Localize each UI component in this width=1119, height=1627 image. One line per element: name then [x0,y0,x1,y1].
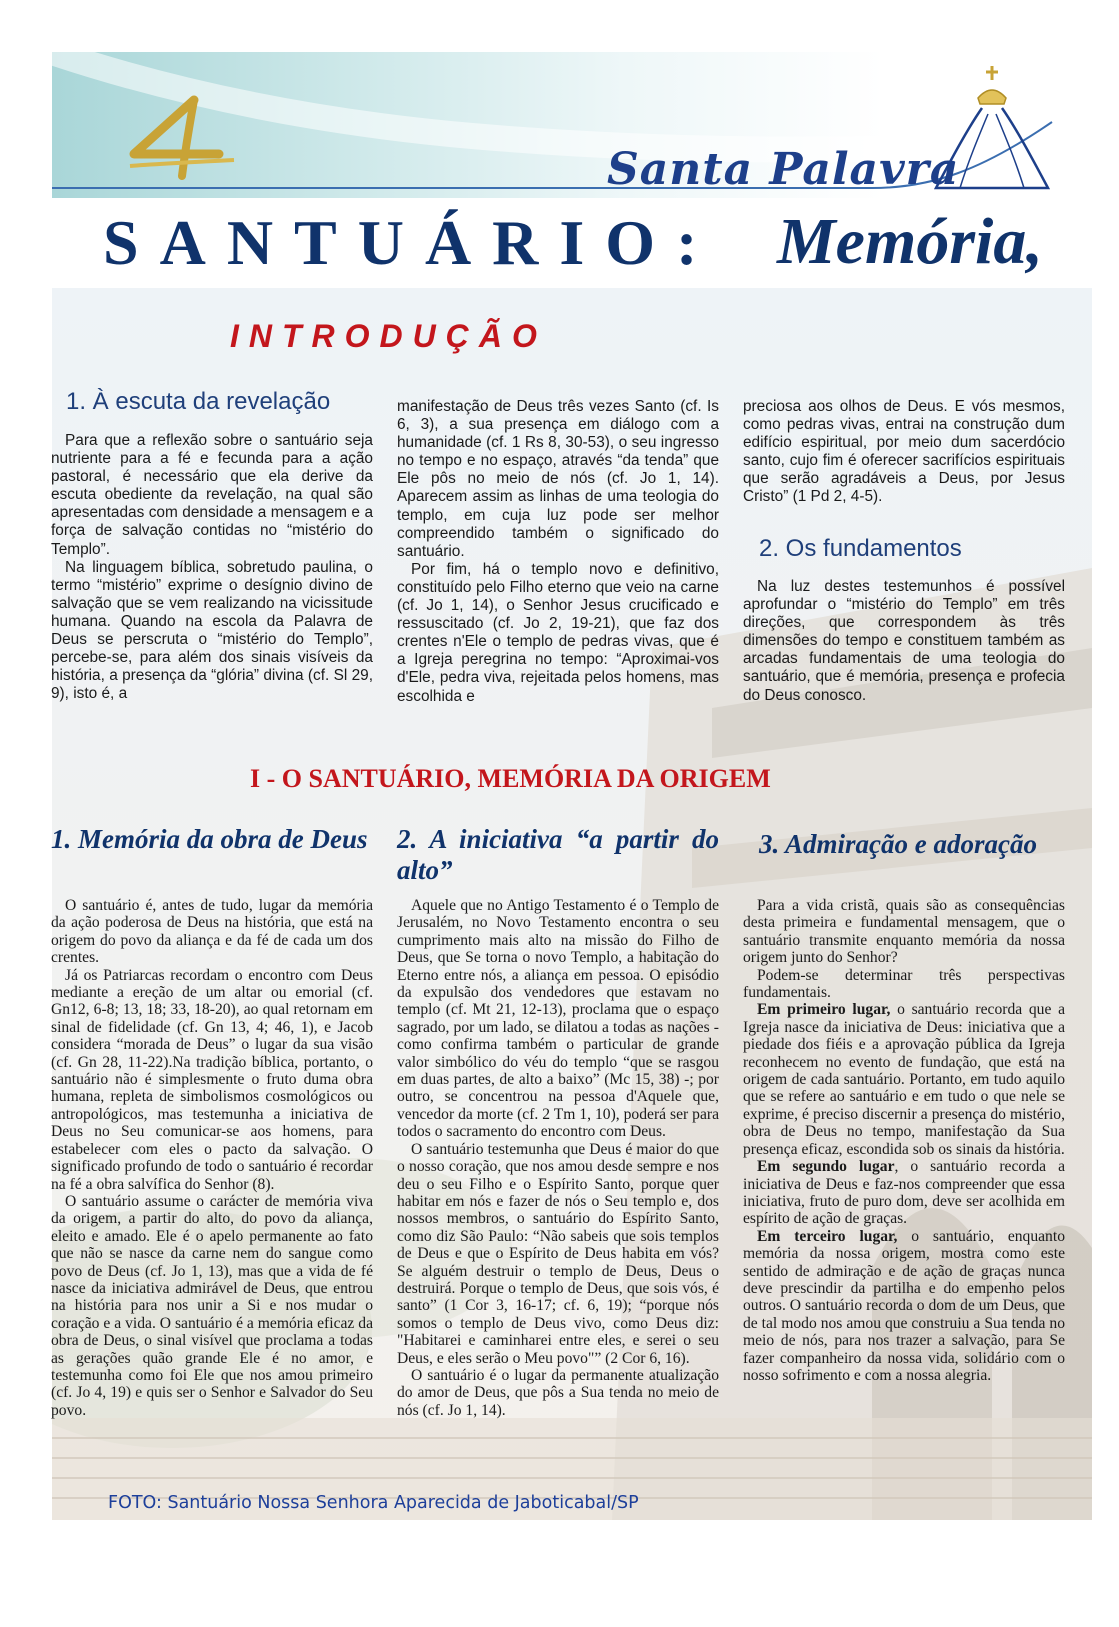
emphasis-lead: Em terceiro lugar, [757,1227,898,1245]
paragraph: Por fim, há o templo novo e definitivo, constituído pelo Filho eterno que veio na carne (cf. Jo 1, 14), o Senhor Jesus crucificado e ressuscitado (cf. Jo 2, 19-21), que faz dos crentes n'Ele o templo de pedras vivas, que é a Igreja peregrina no tempo: “Aproximai-vos d'Ele, pedra viva, rejeitada pelos homens, mas escolhida e [397,560,719,705]
intro-column-3 [743,398,1065,507]
main-title-spaced: SANTUÁRIO: [103,207,719,278]
paragraph: preciosa aos olhos de Deus. E vós mesmos, como pedras vivas, entrai na construção dum edifício espiritual, por meio dum sacerdócio santo, cujo fim é oferecer sacrifícios espirituais que serão agradáveis a Deus, por Jesus Cristo” (1 Pd 2, 4-5). [743,398,1065,506]
emphasis-lead: Em primeiro lugar, [757,1001,891,1019]
main-title-italic: Memória, [777,205,1043,278]
intro-column-2 [397,398,719,706]
header-banner [52,52,1092,198]
paragraph [743,1001,1065,1158]
part1-column-1 [51,897,373,1419]
paragraph: Na linguagem bíblica, sobretudo paulina, o termo “mistério” exprime o desígnio divino de salvação que se vem realizando na vicissitude humana. Quando na escola da Palavra de Deus se perscruta o “mistério do Templo”, percebe-se, para além dos sinais visíveis da história, a presença da “glória” divina (cf. Sl 29, 9), isto é, a [51,558,373,703]
paragraph: Já os Patriarcas recordam o encontro com Deus mediante a ereção de um altar ou emorial (cf. Gn12, 6-8; 13, 18; 33, 18-20), ao qual retornam em sinal de fidelidade (cf. Gn 13, 4; 46, 1), e Jacob considera “morada de Deus” o lugar da sua visão (cf. Gn 28, 11-22).Na tradição bíblica, portanto, o santuário não é simplesmente o fruto duma obra humana, repleta de simbolismos cosmológicos ou antropológicos, mas testemunha a iniciativa de Deus no Seu comunicar-se aos homens, para estabelecer com eles o pacto da salvação. O significado profundo de todo o santuário é recordar na fé a obra salvífica do Senhor (8). [51,966,373,1193]
part1-column-3-title: 3. Admiração e adoração [759,829,1037,859]
paragraph: O santuário é, antes de tudo, lugar da memória da ação poderosa de Deus na história, que está na origem do povo da aliança e da fé de cada um dos crentes. [51,897,373,967]
paragraph-text: o santuário recorda que a Igreja nasce da iniciativa de Deus: iniciativa que a piedade dos fiéis e a aprovação pública da Igreja reconhecem no evento de fundação, que está na origem de cada santuário. Portanto, em tudo aquilo que se refere ao santuário e em tudo o que nele se exprime, é preciso discernir a presença do mistério, obra de Deus no tempo, manifestação da Sua presença eficaz, escondida sob os sinais da história. [743,1001,1065,1158]
photo-caption: FOTO: Santuário Nossa Senhora Aparecida de Jaboticabal/SP [108,1493,639,1513]
paragraph [743,1158,1065,1228]
paragraph: O santuário testemunha que Deus é maior do que o nosso coração, que nos amou desde sempre e nos deu o seu Filho e o Espírito Santo, porque quer habitar em nós e fazer de nós o Seu templo e, dos nossos membros, o santuário do Espírito Santo, como diz São Paulo: “Não sabeis que sois templos de Deus e que o Espírito de Deus habita em vós? Se alguém destruir o templo de Deus, Deus o destruirá. Porque o templo de Deus, que sois vós, é santo” (1 Cor 3, 16-17; cf. 6, 19); “porque nós somos o templo de Deus vivo, como Deus diz: "Habitarei e caminharei entre eles, e serei o seu Deus, e eles serão o Meu povo"” (2 Cor 6, 16). [397,1140,719,1367]
paragraph: Aquele que no Antigo Testamento é o Templo de Jerusalém, no Novo Testamento encontra o seu cumprimento mais alto na missão do Filho de Deus, que Se torna o novo Templo, a habitação do Eterno entre nós, a aliança em pessoa. O episódio da expulsão dos vendedores que estavam no templo (cf. Mt 21, 12-13), proclama que o espaço sagrado, por um lado, se dilatou a todas as nações - como confirma também o particular de grande valor simbólico do véu do templo “que se rasgou em duas partes, de alto a baixo” (Mc 15, 38) -; por outro, se concentrou na pessoa d'Aquele que, vencedor da morte (cf. 2 Tm 1, 10), poderá ser para todos o sacramento do encontro com Deus. [397,897,719,1141]
intro-column-3-fundamentos [743,578,1065,705]
paragraph-text: , o santuário recorda a iniciativa de Deus e faz-nos compreender que essa iniciativa, fruto de puro dom, deve ser acolhida em espírito de ação de graças. [743,1158,1065,1228]
emphasis-lead: Em segundo lugar [757,1158,895,1176]
paragraph: O santuário assume o carácter de memória viva da origem, a partir do alto, do povo da aliança, eleito e amado. Ele é o apelo permanente ao fato que não se nasce da carne nem do sangue como povo de Deus (cf. Jo 1, 13), mas que a vida de fé nasce da iniciativa admirável de Deus, que entrou na história para nos unir a Si e nos mudar o coração e a vida. O santuário é a memória eficaz da obra de Deus, o sinal visível que proclama a todas as gerações quão grande Ele é no amor, e testemunha como foi Ele que nos amou primeiro (cf. Jo 4, 19) e quis ser o Senhor e Salvador do Seu povo. [51,1192,373,1419]
intro-subtitle-2: 2. Os fundamentos [759,535,962,562]
section-heading: I - O SANTUÁRIO, MEMÓRIA DA ORIGEM [250,764,771,793]
part1-column-1-title: 1. Memória da obra de Deus [51,824,368,854]
intro-heading: INTRODUÇÃO [230,318,547,354]
brand-name: Santa Palavra [607,144,960,195]
part1-column-2-title: 2. A iniciativa “a partir do alto” [397,824,719,885]
paragraph: Para a vida cristã, quais são as consequências desta primeira e fundamental mensagem, que o santuário transmite enquanto memória da nossa origem junto do Senhor? [743,897,1065,967]
number-four-logo [124,92,244,182]
main-title [103,206,1113,288]
part1-column-2 [397,897,719,1419]
paragraph: Na luz destes testemunhos é possível aprofundar o “mistério do Templo” em três direções, que correspondem às três dimensões do tempo e constituem também as arcadas fundamentais de uma teologia do santuário, que é memória, presença e profecia do Deus conosco. [743,578,1065,704]
part1-column-3 [743,897,1065,1384]
paragraph: O santuário é o lugar da permanente atualização do amor de Deus, que pôs a Sua tenda no meio de nós (cf. Jo 1, 14). [397,1366,719,1419]
intro-subtitle-1: 1. À escuta da revelação [66,388,331,415]
paragraph [743,1228,1065,1385]
our-lady-aparecida-icon [912,58,1072,194]
paragraph: manifestação de Deus três vezes Santo (cf. Is 6, 3), a sua presença em diálogo com a humanidade (cf. 1 Rs 8, 30-53), o seu ingresso no tempo e no espaço, através “da tenda” que Ele pôs no meio de nós (cf. Jo 1, 14). Aparecem assim as linhas de uma teologia do templo, em cuja luz pode ser melhor compreendido também o significado do santuário. [397,398,719,560]
paragraph: Podem-se determinar três perspectivas fundamentais. [743,966,1065,1002]
paragraph: Para que a reflexão sobre o santuário seja nutriente para a fé e fecunda para a ação pastoral, é necessário que ela derive da escuta obediente da revelação, na qual são apresentadas com densidade a mensagem e a força de salvação contidas no “mistério do Templo”. [51,432,373,558]
intro-column-1 [51,432,373,703]
paragraph-text: o santuário, enquanto memória da nossa origem, mostra como este sentido de admiração e de ação de graças nunca deve prescindir da partilha e do empenho pelos outros. O santuário recorda o dom de um Deus, que de tal modo nos amou que construiu a Sua tenda no meio de nós, para nos trazer a salvação, para Se fazer companheiro da nossa vida, solidário com o nosso sofrimento e com a nossa alegria. [743,1227,1065,1384]
